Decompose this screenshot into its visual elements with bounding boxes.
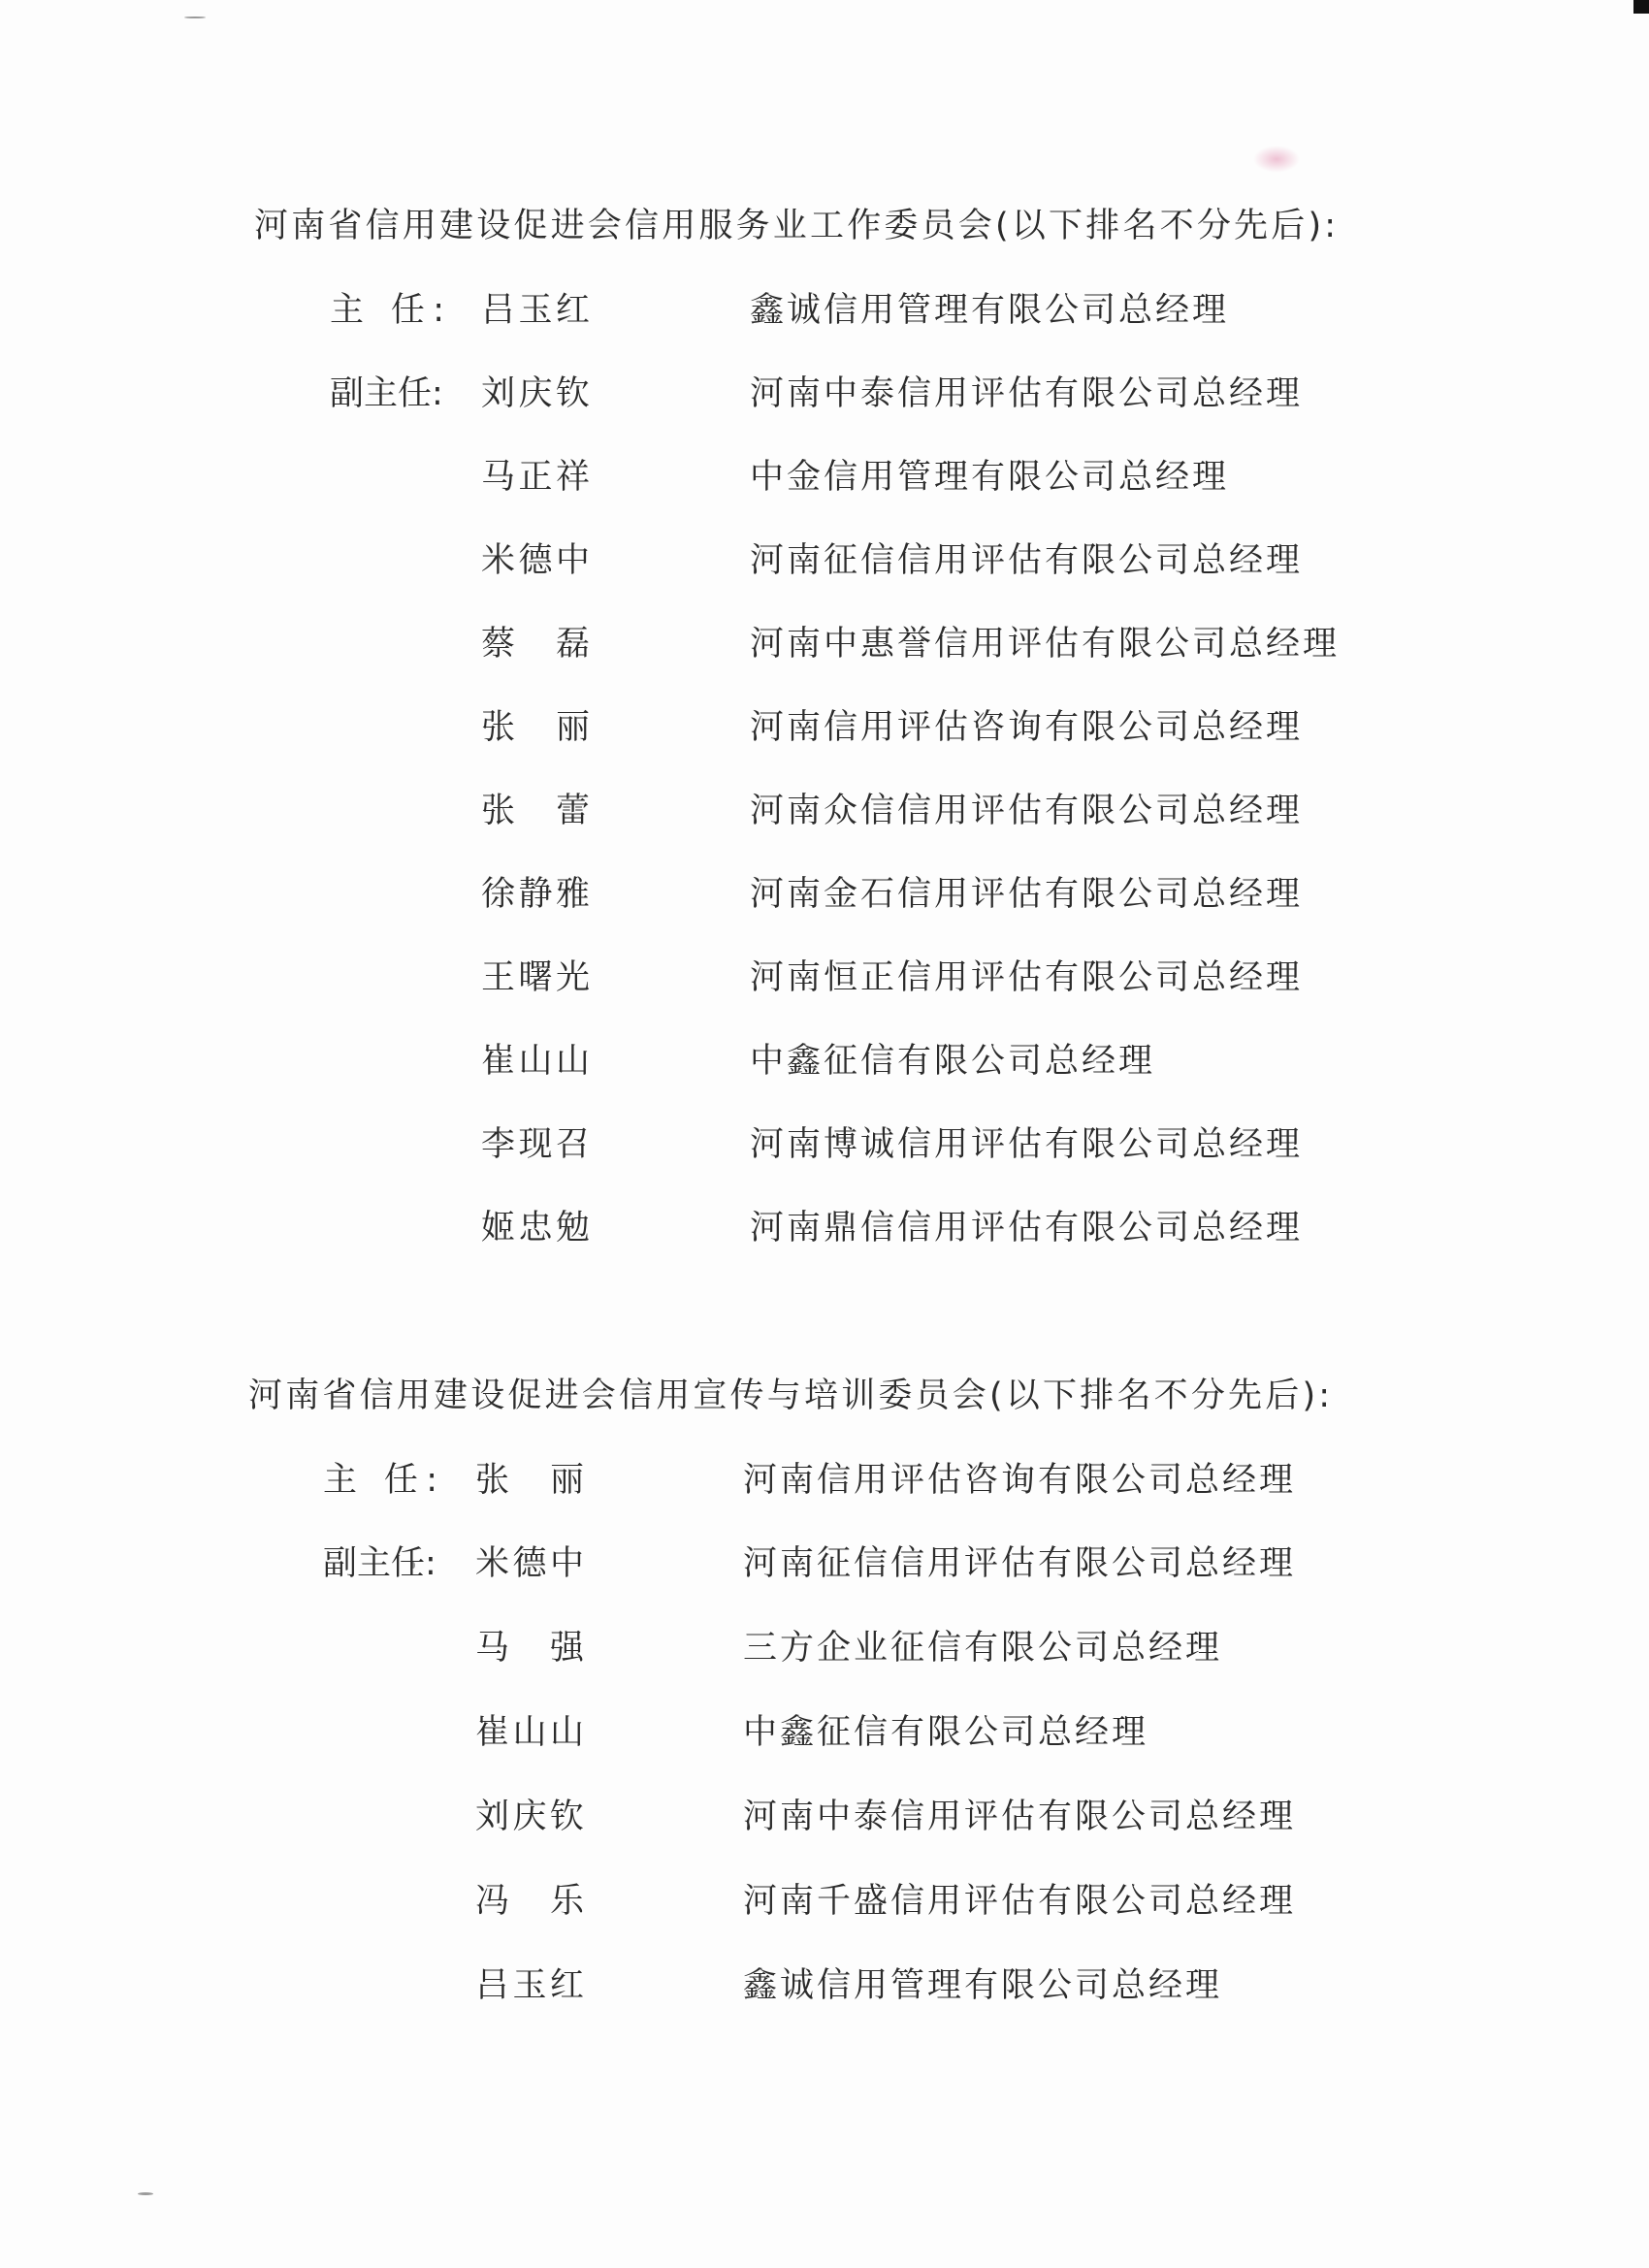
member-title: 河南博诚信用评估有限公司总经理 <box>750 1125 1304 1164</box>
member-row <box>0 706 1649 749</box>
member-title: 中金信用管理有限公司总经理 <box>750 458 1230 497</box>
member-row <box>0 539 1649 582</box>
member-row <box>0 956 1649 999</box>
member-title: 河南恒正信用评估有限公司总经理 <box>750 958 1304 997</box>
member-name: 崔山山 <box>481 1042 590 1081</box>
member-role: 副主任: <box>323 1544 436 1583</box>
member-row <box>0 456 1649 499</box>
member-title: 河南鼎信信用评估有限公司总经理 <box>750 1209 1304 1247</box>
member-name: 崔山山 <box>475 1713 584 1752</box>
member-title: 中鑫征信有限公司总经理 <box>743 1713 1149 1752</box>
member-title: 河南众信信用评估有限公司总经理 <box>750 792 1304 830</box>
member-row <box>0 1542 1649 1585</box>
member-row <box>0 1964 1649 2007</box>
member-row <box>0 1123 1649 1166</box>
member-name: 马 强 <box>475 1629 584 1668</box>
member-name: 徐静雅 <box>481 875 590 914</box>
member-name: 吕玉红 <box>481 291 590 330</box>
member-row <box>0 1796 1649 1838</box>
member-name: 张 丽 <box>475 1461 584 1500</box>
scan-speck <box>138 2192 153 2195</box>
member-name: 王曙光 <box>481 958 590 997</box>
member-name: 蔡 磊 <box>481 625 590 664</box>
member-row <box>0 623 1649 665</box>
section-heading: 河南省信用建设促进会信用服务业工作委员会(以下排名不分先后): <box>254 207 1340 245</box>
member-row <box>0 289 1649 332</box>
member-title: 河南中惠誉信用评估有限公司总经理 <box>750 625 1341 664</box>
member-name: 姬忠勉 <box>481 1209 590 1247</box>
scan-corner-mark <box>1633 0 1649 14</box>
member-name: 李现召 <box>481 1125 590 1164</box>
member-row <box>0 1040 1649 1083</box>
member-title: 河南千盛信用评估有限公司总经理 <box>743 1882 1297 1921</box>
member-name: 冯 乐 <box>475 1882 584 1921</box>
member-row <box>0 1880 1649 1923</box>
member-role: 主 任: <box>323 1461 437 1500</box>
member-name: 米德中 <box>481 541 590 580</box>
member-title: 三方企业征信有限公司总经理 <box>743 1629 1223 1668</box>
member-title: 河南中泰信用评估有限公司总经理 <box>750 374 1304 413</box>
member-title: 河南征信信用评估有限公司总经理 <box>743 1544 1297 1583</box>
member-row <box>0 1207 1649 1249</box>
stamp-trace <box>1253 146 1300 173</box>
member-title: 鑫诚信用管理有限公司总经理 <box>750 291 1230 330</box>
member-title: 河南信用评估咨询有限公司总经理 <box>743 1461 1297 1500</box>
member-row <box>0 373 1649 415</box>
member-name: 吕玉红 <box>475 1966 584 2005</box>
member-title: 河南金石信用评估有限公司总经理 <box>750 875 1304 914</box>
member-name: 米德中 <box>475 1544 584 1583</box>
member-row <box>0 1627 1649 1669</box>
member-row <box>0 873 1649 916</box>
member-row <box>0 1459 1649 1502</box>
member-name: 张 丽 <box>481 708 590 747</box>
member-role: 主 任: <box>330 291 444 330</box>
section-heading: 河南省信用建设促进会信用宣传与培训委员会(以下排名不分先后): <box>248 1377 1334 1415</box>
member-row <box>0 1711 1649 1754</box>
member-title: 中鑫征信有限公司总经理 <box>750 1042 1156 1081</box>
member-role: 副主任: <box>330 374 443 413</box>
member-title: 河南征信信用评估有限公司总经理 <box>750 541 1304 580</box>
member-title: 河南信用评估咨询有限公司总经理 <box>750 708 1304 747</box>
member-name: 张 蕾 <box>481 792 590 830</box>
scan-speck <box>184 16 206 18</box>
member-name: 马正祥 <box>481 458 590 497</box>
member-name: 刘庆钦 <box>481 374 590 413</box>
member-name: 刘庆钦 <box>475 1798 584 1836</box>
member-row <box>0 790 1649 832</box>
member-title: 鑫诚信用管理有限公司总经理 <box>743 1966 1223 2005</box>
member-title: 河南中泰信用评估有限公司总经理 <box>743 1798 1297 1836</box>
